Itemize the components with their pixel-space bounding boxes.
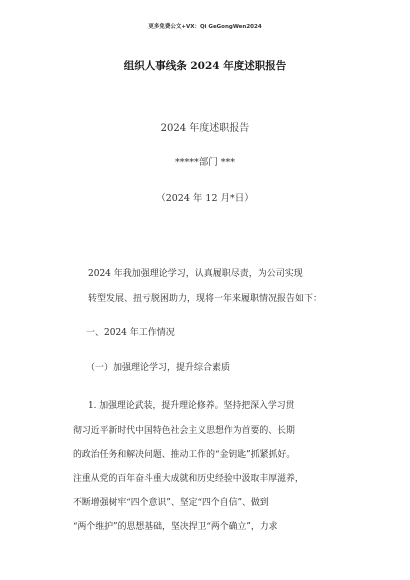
report-date: （2024 年 12 月*日） [156,193,254,204]
intro-line-2: 转型发展、扭亏脱困助力，现将一年来履职情况报告如下： [88,294,323,304]
paragraph-line-4: 注重从党的百年奋斗重大成就和历史经验中汲取丰厚滋养， [73,474,304,484]
paragraph-line-6: “两个维护”的思想基础，坚决捍卫“两个确立”，力求 [73,522,278,532]
department-line: *****部门 *** [174,157,236,168]
section-heading-1: 一、2024 年工作情况 [86,328,175,338]
paragraph-line-3: 的政治任务和解决问题、推动工作的“金钥匙”抓紧抓好。 [73,450,296,460]
document-title: 组织人事线条 2024 年度述职报告 [123,60,287,72]
paragraph-line-2: 彻习近平新时代中国特色社会主义思想作为首要的、长期 [73,426,295,436]
paragraph-line-1: 1. 加强理论武装，提升理论修养。坚持把深入学习贯 [88,401,295,411]
paragraph-line-5: 不断增强树牢“四个意识”、坚定“四个自信”、做到 [73,498,269,508]
intro-line-1: 2024 年我加强理论学习，认真履职尽责，为公司实现 [88,269,303,279]
report-subtitle: 2024 年度述职报告 [160,123,250,134]
subsection-heading-1: （一）加强理论学习，提升综合素质 [86,363,231,373]
header-note: 更多免费公文+VX：Qi GeGongWen2024 [148,24,262,30]
